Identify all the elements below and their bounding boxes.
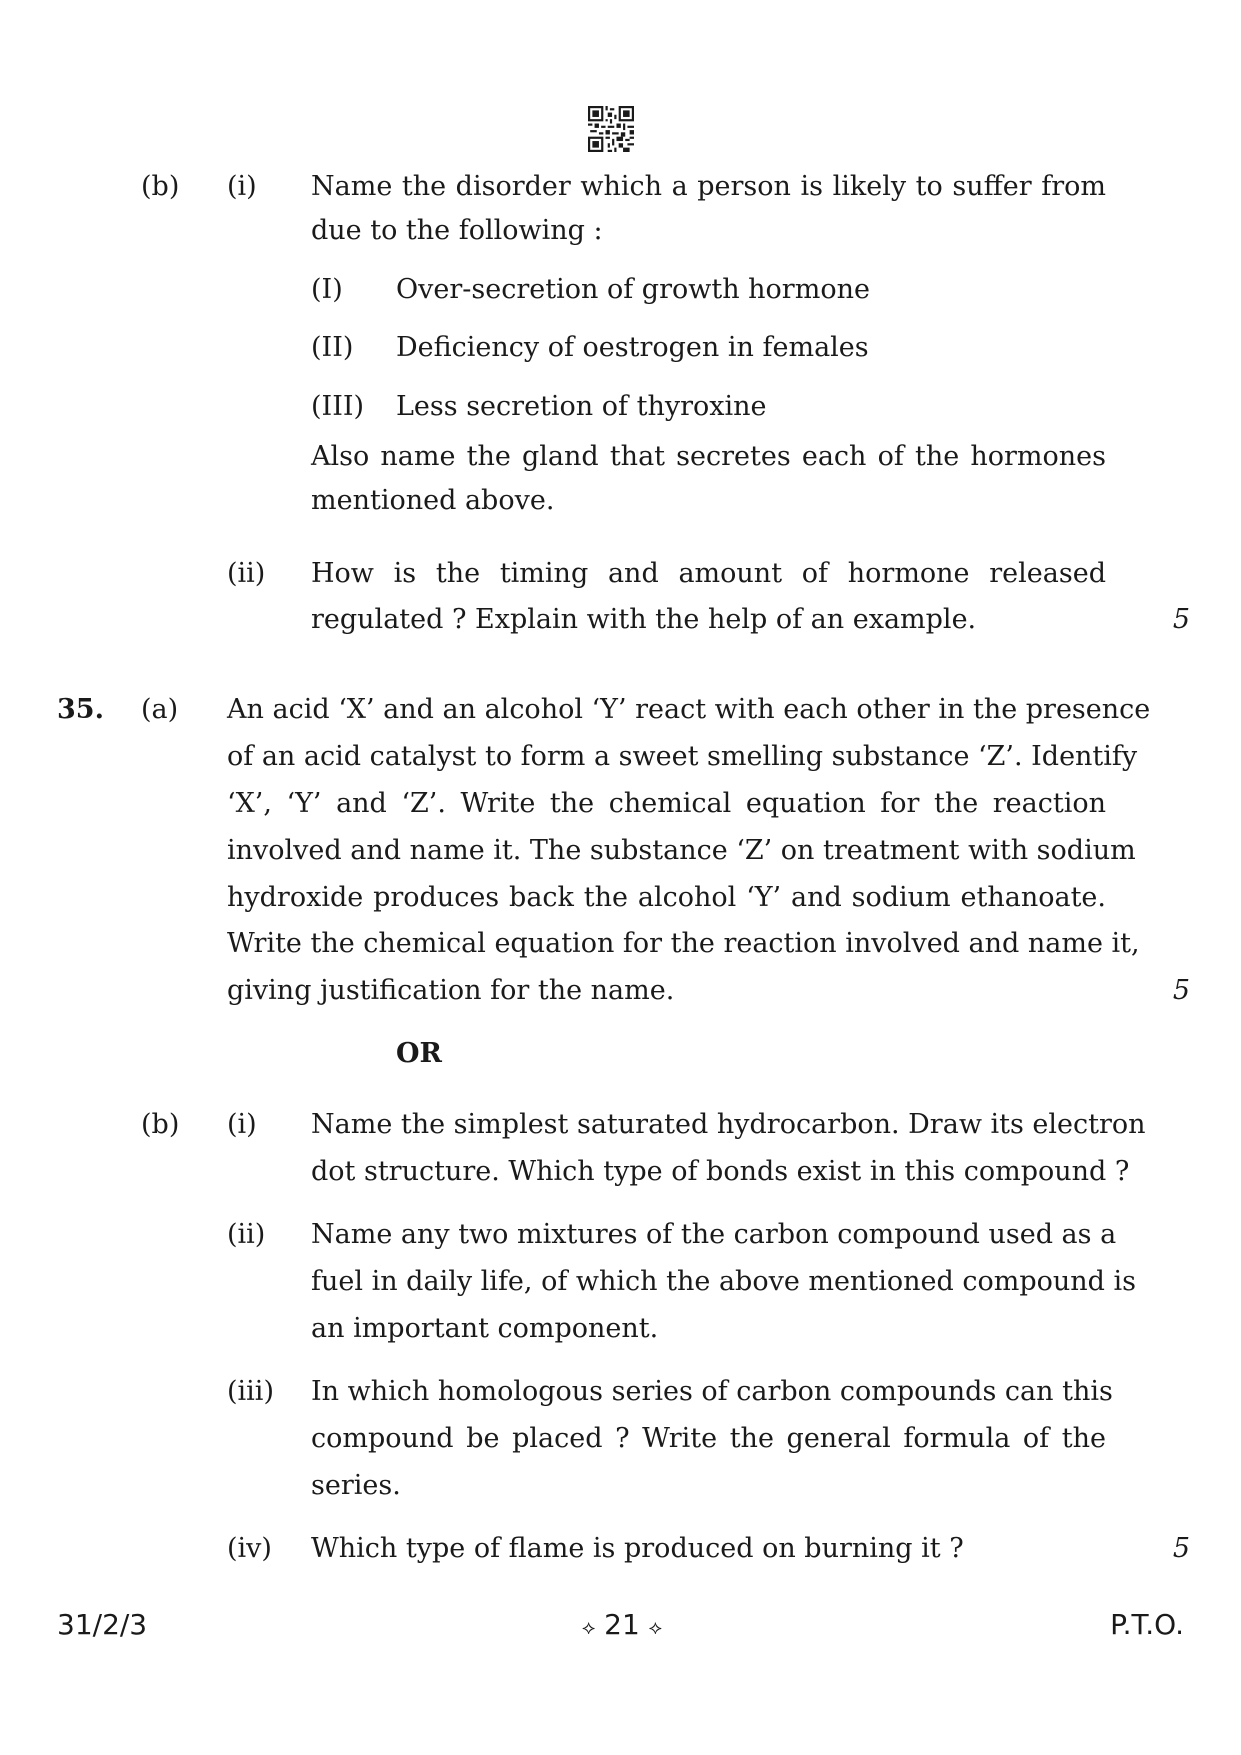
q35-part-b-label: (b) — [141, 1109, 180, 1140]
q34-b-i-line2: due to the following : — [311, 215, 603, 246]
q35-b-iv-text: Which type of flame is produced on burning it ? — [311, 1533, 964, 1564]
qr-code-icon — [588, 106, 634, 152]
q35-b-iii-line3: series. — [311, 1470, 401, 1501]
q34-b-i-item-2-number: (II) — [311, 332, 354, 363]
ornament-right-icon: ⟡ — [648, 1615, 662, 1639]
q34-b-i-item-2-text: Deficiency of oestrogen in females — [396, 332, 869, 363]
q34-b-i-item-3-number: (III) — [311, 391, 365, 422]
ornament-left-icon: ⟡ — [582, 1615, 596, 1639]
q35-b-i-number: (i) — [227, 1109, 257, 1140]
q35-b-ii-number: (ii) — [227, 1219, 266, 1250]
q34-b-i-item-3-text: Less secretion of thyroxine — [396, 391, 767, 422]
q35-b-i-line2: dot structure. Which type of bonds exist in this compound ? — [311, 1156, 1130, 1187]
q35-b-iii-number: (iii) — [227, 1376, 274, 1407]
q35-a-line: hydroxide produces back the alcohol ‘Y’ and sodium ethanoate. — [227, 882, 1106, 913]
q34-part-b-label: (b) — [141, 171, 180, 202]
q35-number: 35. — [57, 694, 104, 725]
q34-b-i-number: (i) — [227, 171, 257, 202]
page-number: 21 — [604, 1608, 640, 1641]
page-number-group — [562, 1610, 682, 1642]
q34-b-ii-number: (ii) — [227, 558, 266, 589]
q34-b-i-also-line2: mentioned above. — [311, 485, 555, 516]
q34-b-ii-line2: regulated ? Explain with the help of an example. — [311, 604, 977, 635]
q35-b-iv-number: (iv) — [227, 1533, 272, 1564]
q34-b-marks: 5 — [1172, 604, 1190, 635]
q35-a-line: An acid ‘X’ and an alcohol ‘Y’ react with each other in the presence — [227, 694, 1151, 725]
q35-b-ii-line1: Name any two mixtures of the carbon compound used as a — [311, 1219, 1117, 1250]
q35-part-a-label: (a) — [141, 694, 179, 725]
q35-b-marks: 5 — [1172, 1533, 1190, 1564]
q35-a-line: ‘X’, ‘Y’ and ‘Z’. Write the chemical equation for the reaction — [227, 788, 1106, 819]
q34-b-i-item-1-number: (I) — [311, 274, 343, 305]
q35-a-line: giving justification for the name. — [227, 975, 675, 1006]
or-separator: OR — [396, 1038, 442, 1069]
q35-b-iii-line1: In which homologous series of carbon compounds can this — [311, 1376, 1113, 1407]
q35-a-line: Write the chemical equation for the reaction involved and name it, — [227, 928, 1140, 959]
q35-b-ii-line2: fuel in daily life, of which the above mentioned compound is — [311, 1266, 1136, 1297]
q35-a-marks: 5 — [1172, 975, 1190, 1006]
q35-b-iii-line2: compound be placed ? Write the general formula of the — [311, 1423, 1106, 1454]
q35-b-i-line1: Name the simplest saturated hydrocarbon. Draw its electron — [311, 1109, 1146, 1140]
q35-a-line: of an acid catalyst to form a sweet smelling substance ‘Z’. Identify — [227, 741, 1138, 772]
please-turn-over: P.T.O. — [1110, 1608, 1184, 1641]
q34-b-i-line1: Name the disorder which a person is likely to suffer from — [311, 171, 1106, 202]
q34-b-i-item-1-text: Over-secretion of growth hormone — [396, 274, 870, 305]
q35-b-ii-line3: an important component. — [311, 1313, 659, 1344]
paper-code: 31/2/3 — [57, 1608, 148, 1641]
q34-b-i-also-line1: Also name the gland that secretes each of the hormones — [311, 441, 1106, 472]
q35-a-line: involved and name it. The substance ‘Z’ on treatment with sodium — [227, 835, 1136, 866]
q34-b-ii-line1: How is the timing and amount of hormone released — [311, 558, 1106, 589]
